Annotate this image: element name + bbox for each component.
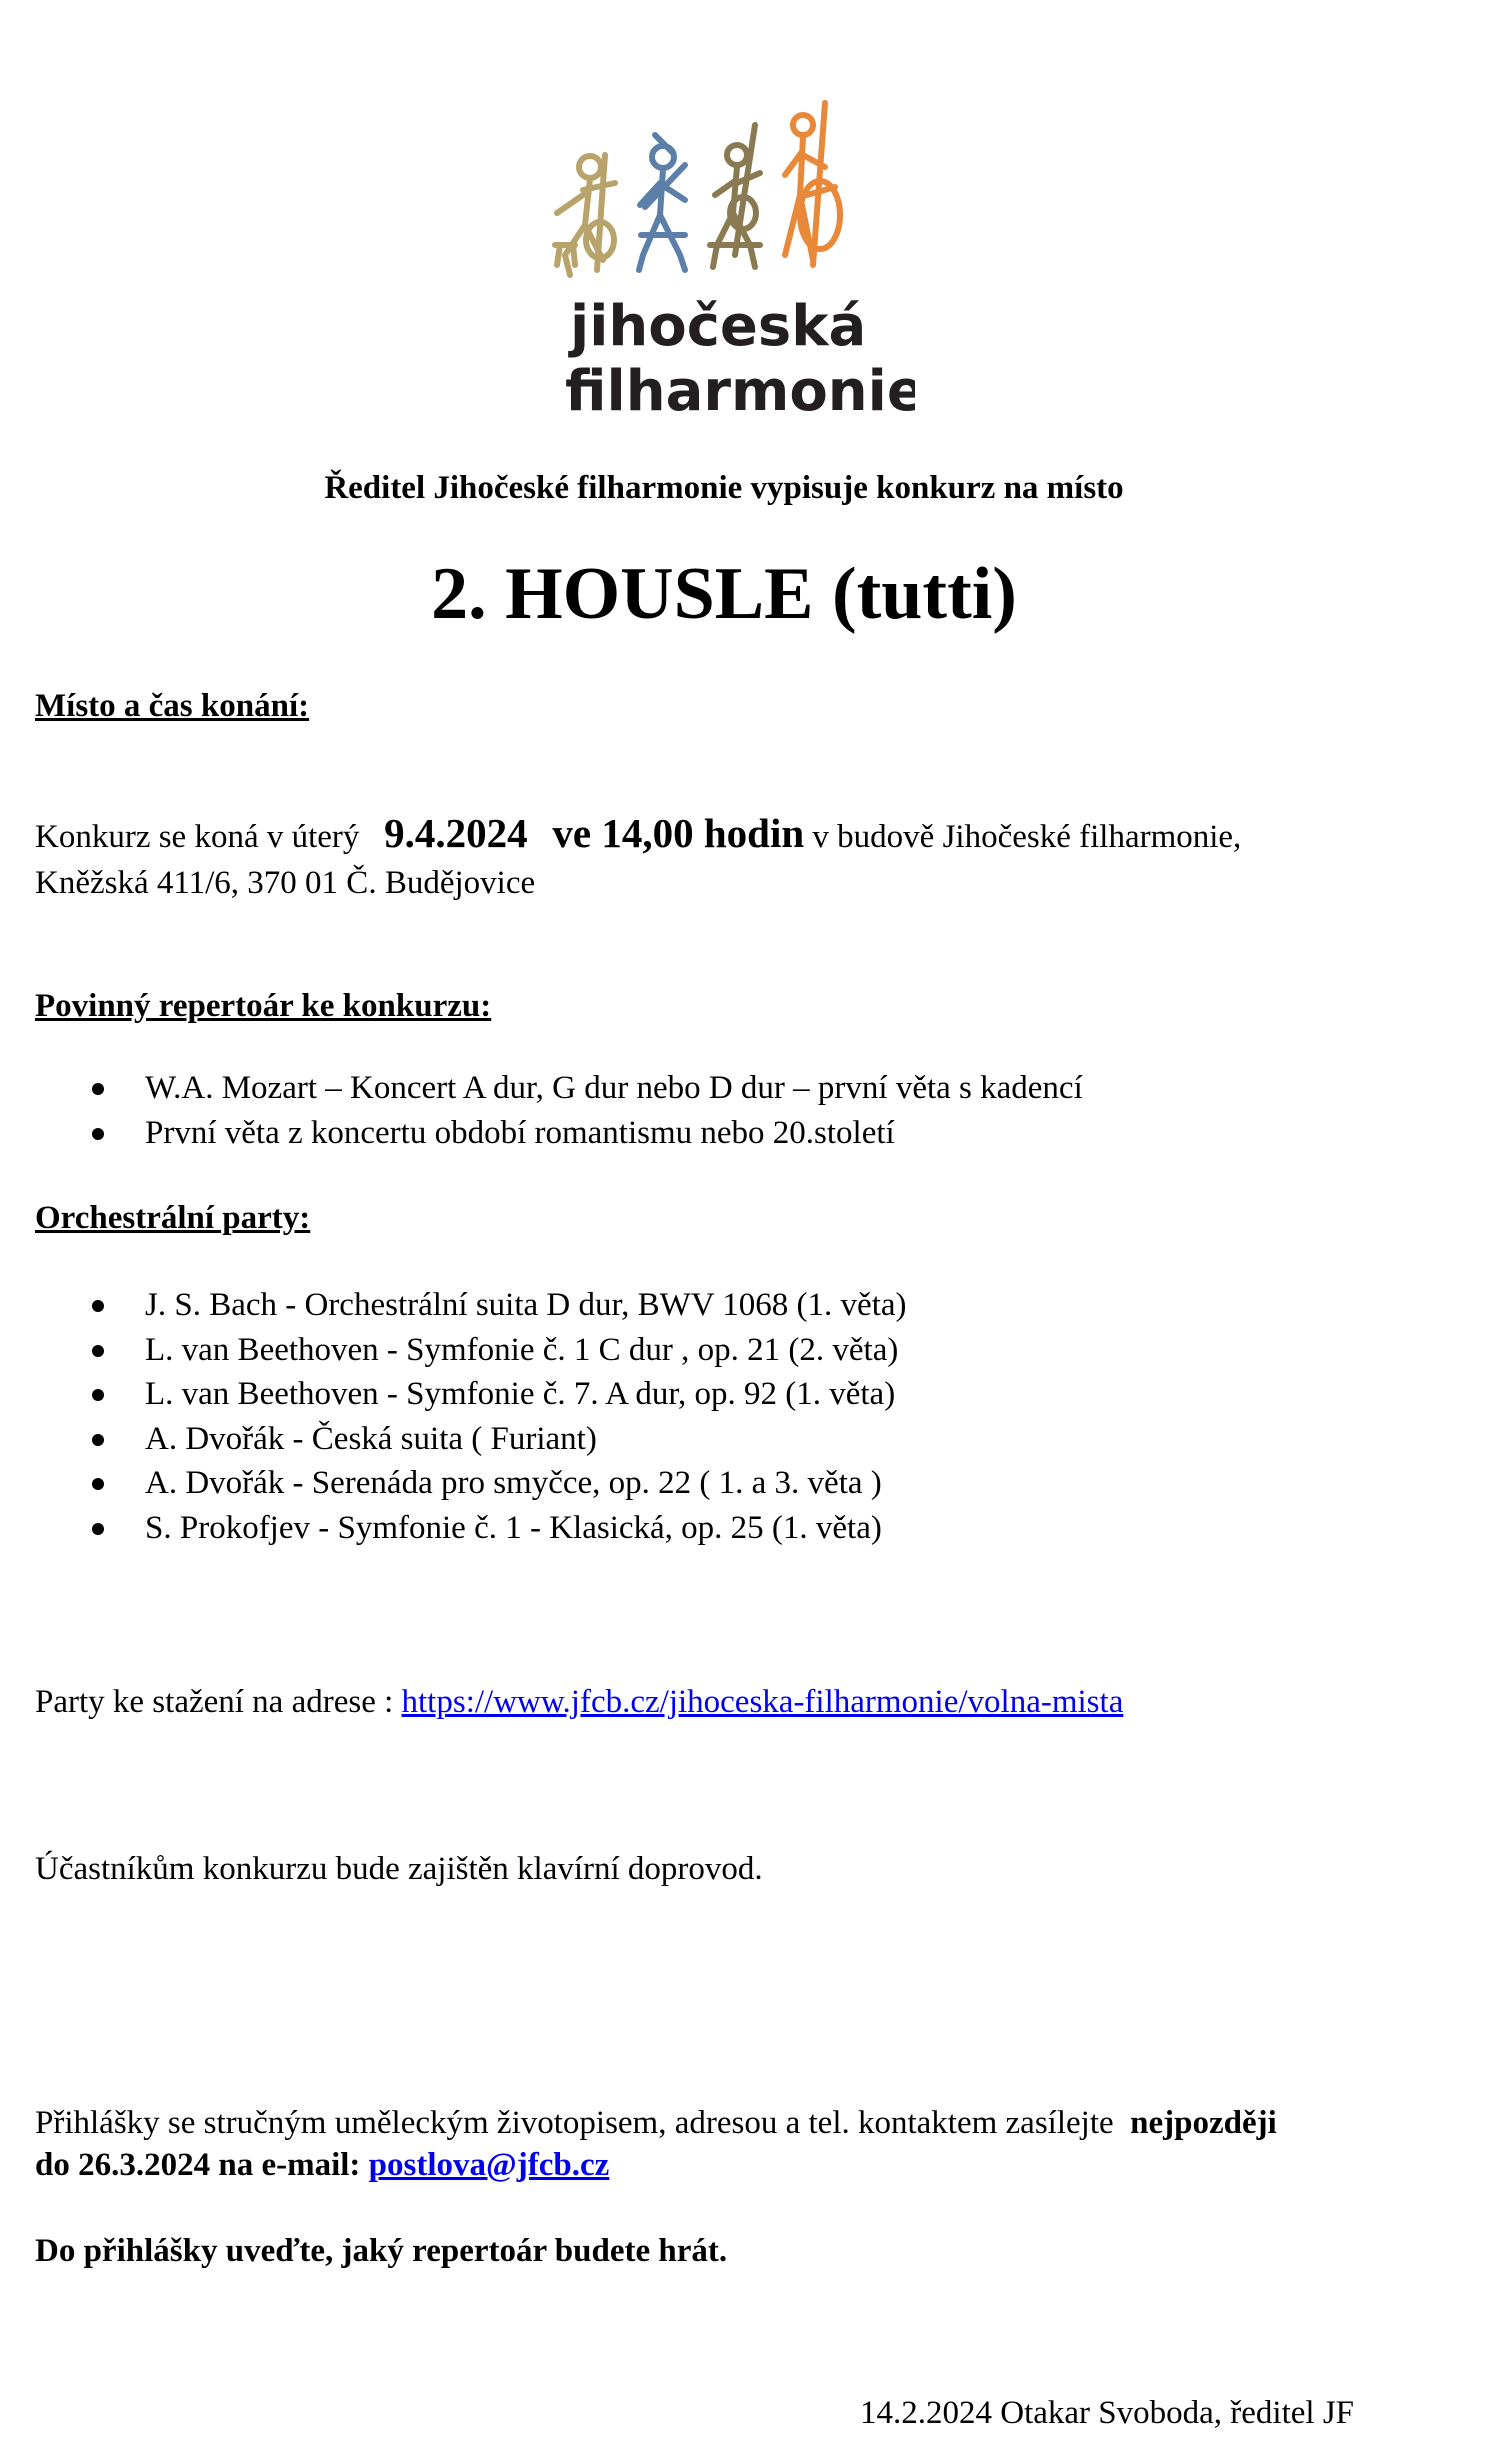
venue-date: 9.4.2024 xyxy=(384,810,528,856)
list-item: A. Dvořák - Česká suita ( Furiant) xyxy=(35,1417,907,1462)
violist-figure-icon xyxy=(639,135,685,270)
logo-line-1: jihočeská xyxy=(570,294,867,359)
deadline-word: nejpozději xyxy=(1130,2105,1277,2141)
download-link[interactable]: https://www.jfcb.cz/jihoceska-filharmonie/volna-mista xyxy=(401,1684,1124,1720)
repertoire-label: Povinný repertoár ke konkurzu: xyxy=(35,988,492,1024)
violinist-figure-icon xyxy=(710,125,760,267)
bullet-icon xyxy=(92,1434,104,1446)
venue-paragraph xyxy=(35,810,1455,906)
signature-line: 14.2.2024 Otakar Svoboda, ředitel JF xyxy=(860,2395,1355,2431)
application-paragraph xyxy=(35,2102,1455,2186)
venue-time: ve 14,00 hodin xyxy=(552,810,805,856)
cellist-figure-icon xyxy=(555,155,615,275)
logo-line-2: filharmonie xyxy=(565,359,915,424)
position-title: 2. HOUSLE (tutti) xyxy=(431,553,1017,635)
announcement-heading: Ředitel Jihočeské filharmonie vypisuje konkurz na místo xyxy=(324,470,1124,506)
list-item: První věta z koncertu období romantismu nebo 20.století xyxy=(35,1111,1083,1156)
list-item: J. S. Bach - Orchestrální suita D dur, BWV 1068 (1. věta) xyxy=(35,1283,907,1328)
orchestral-parts-label: Orchestrální party: xyxy=(35,1200,311,1236)
repertoire-list xyxy=(35,1066,1083,1155)
list-item: L. van Beethoven - Symfonie č. 1 C dur , op. 21 (2. věta) xyxy=(35,1328,907,1373)
place-time-label: Místo a čas konání: xyxy=(35,688,310,724)
venue-suffix: v budově Jihočeské filharmonie, xyxy=(812,819,1242,855)
bullet-icon xyxy=(92,1083,104,1095)
list-item: S. Prokofjev - Symfonie č. 1 - Klasická, op. 25 (1. věta) xyxy=(35,1506,907,1551)
bullet-icon xyxy=(92,1523,104,1535)
orchestra-logo xyxy=(545,95,915,430)
bullet-icon xyxy=(92,1389,104,1401)
application-text: Přihlášky se stručným uměleckým životopisem, adresou a tel. kontaktem zasílejte xyxy=(35,2105,1114,2141)
email-link[interactable]: postlova@jfcb.cz xyxy=(368,2147,610,2183)
list-item: L. van Beethoven - Symfonie č. 7. A dur, op. 92 (1. věta) xyxy=(35,1372,907,1417)
musicians-logo-graphic xyxy=(545,95,915,430)
accompaniment-text: Účastníkům konkurzu bude zajištěn klavírní doprovod. xyxy=(35,1851,763,1887)
double-bass-figure-icon xyxy=(785,103,840,265)
bullet-icon xyxy=(92,1478,104,1490)
download-paragraph xyxy=(35,1679,1455,1725)
repertoire-note: Do přihlášky uveďte, jaký repertoár budete hrát. xyxy=(35,2233,728,2269)
list-item: W.A. Mozart – Koncert A dur, G dur nebo D dur – první věta s kadencí xyxy=(35,1066,1083,1111)
bullet-icon xyxy=(92,1128,104,1140)
orchestral-list xyxy=(35,1283,907,1550)
bullet-icon xyxy=(92,1300,104,1312)
download-prefix: Party ke stažení na adrese : xyxy=(35,1684,402,1720)
bullet-icon xyxy=(92,1345,104,1357)
list-item: A. Dvořák - Serenáda pro smyčce, op. 22 ( 1. a 3. věta ) xyxy=(35,1461,907,1506)
venue-prefix: Konkurz se koná v úterý xyxy=(35,819,360,855)
deadline-text: do 26.3.2024 na e-mail: xyxy=(35,2147,369,2183)
venue-address: Kněžská 411/6, 370 01 Č. Budějovice xyxy=(35,865,536,901)
